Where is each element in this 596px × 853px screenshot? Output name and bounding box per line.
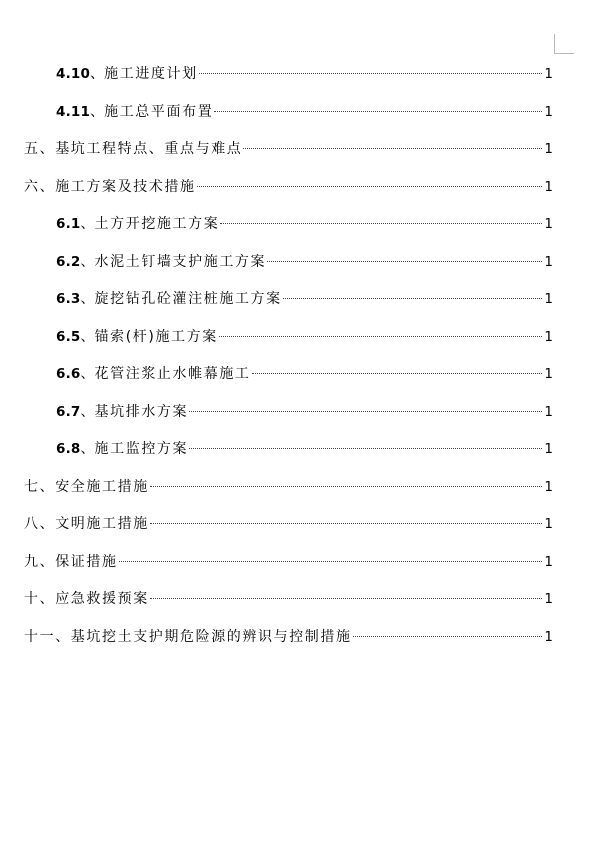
- toc-dot-leader: [150, 486, 543, 487]
- toc-dot-leader: [353, 636, 543, 637]
- toc-entry-title: 施工总平面布置: [104, 103, 214, 120]
- toc-entry-title: 八、文明施工措施: [24, 516, 149, 532]
- toc-entry-number: 6.8: [56, 441, 81, 457]
- toc-entry-separator: 、: [80, 253, 95, 270]
- toc-page-number: 1: [544, 328, 553, 345]
- toc-entry[interactable]: [56, 439, 553, 459]
- toc-dot-leader: [267, 261, 542, 262]
- toc-page-number: 1: [544, 553, 553, 570]
- toc-entry[interactable]: [56, 289, 553, 309]
- toc-entry[interactable]: [24, 139, 553, 159]
- toc-entry[interactable]: [24, 514, 553, 534]
- toc-page-number: 1: [544, 66, 553, 82]
- toc-dot-leader: [189, 411, 542, 412]
- toc-dot-leader: [150, 598, 543, 599]
- toc-dot-leader: [199, 73, 543, 74]
- toc-entry-title: 五、基坑工程特点、重点与难点: [24, 141, 243, 157]
- toc-entry-title: 十、应急救援预案: [24, 591, 149, 607]
- toc-entry-number: 6.1: [56, 216, 81, 232]
- toc-entry[interactable]: [24, 552, 553, 572]
- toc-page-number: 1: [544, 178, 553, 195]
- toc-entry[interactable]: [56, 402, 553, 422]
- toc-entry-number: 6.2: [56, 253, 81, 270]
- toc-entry-title: 基坑排水方案: [94, 403, 189, 420]
- toc-entry[interactable]: [56, 102, 553, 122]
- toc-entry-title: 施工进度计划: [104, 66, 198, 82]
- toc-entry[interactable]: [24, 589, 553, 609]
- toc-entry-separator: 、: [80, 366, 95, 382]
- toc-dot-leader: [197, 186, 543, 187]
- toc-entry[interactable]: [56, 327, 553, 347]
- toc-entry-separator: 、: [80, 216, 95, 232]
- toc-page-number: 1: [544, 216, 553, 232]
- toc-dot-leader: [243, 148, 542, 149]
- toc-dot-leader: [214, 111, 542, 112]
- toc-page-number: 1: [544, 516, 553, 532]
- toc-entry-title: 七、安全施工措施: [24, 478, 149, 495]
- toc-page-number: 1: [544, 291, 553, 307]
- toc-entry[interactable]: [24, 627, 553, 647]
- toc-dot-leader: [252, 373, 543, 374]
- toc-entry[interactable]: [24, 477, 553, 497]
- toc-entry-separator: 、: [80, 441, 95, 457]
- toc-page-number: 1: [544, 628, 553, 645]
- toc-entry[interactable]: [56, 252, 553, 272]
- toc-page-number: 1: [544, 478, 553, 495]
- toc-entry-number: 6.5: [56, 328, 81, 345]
- toc-entry[interactable]: [56, 364, 553, 384]
- toc-entry-separator: 、: [80, 291, 95, 307]
- page-corner-mark: [554, 34, 574, 54]
- toc-entry-title: 旋挖钻孔砼灌注桩施工方案: [94, 291, 282, 307]
- toc-entry-separator: 、: [90, 66, 105, 82]
- toc-entry-number: 4.11: [56, 103, 91, 120]
- toc-entry-title: 九、保证措施: [24, 553, 118, 570]
- toc-entry-separator: 、: [80, 403, 95, 420]
- toc-dot-leader: [219, 336, 543, 337]
- toc-entry-separator: 、: [90, 103, 105, 120]
- toc-entry[interactable]: [56, 64, 553, 84]
- toc-entry-number: 6.7: [56, 403, 81, 420]
- toc-entry-title: 施工监控方案: [94, 441, 189, 457]
- toc-page-number: 1: [544, 141, 553, 157]
- toc-entry-number: 6.6: [56, 366, 81, 382]
- toc-entry-title: 土方开挖施工方案: [94, 216, 220, 232]
- toc-page-number: 1: [544, 253, 553, 270]
- toc-entry-title: 锚索(杆)施工方案: [94, 328, 218, 345]
- toc-entry[interactable]: [24, 177, 553, 197]
- toc-entry-title: 水泥土钉墙支护施工方案: [94, 253, 267, 270]
- toc-page-number: 1: [544, 591, 553, 607]
- toc-page-number: 1: [544, 366, 553, 382]
- toc-entry-number: 4.10: [56, 66, 91, 82]
- toc-dot-leader: [220, 223, 542, 224]
- toc-entry-title: 花管注浆止水帷幕施工: [94, 366, 251, 382]
- toc-page-number: 1: [544, 103, 553, 120]
- toc-entry-title: 十一、基坑挖土支护期危险源的辨识与控制措施: [24, 628, 352, 645]
- toc-entry-separator: 、: [80, 328, 95, 345]
- toc-entry[interactable]: [56, 214, 553, 234]
- toc-dot-leader: [283, 298, 543, 299]
- toc-page-number: 1: [544, 403, 553, 420]
- toc-dot-leader: [189, 448, 542, 449]
- toc-dot-leader: [119, 561, 543, 562]
- toc-entry-title: 六、施工方案及技术措施: [24, 178, 196, 195]
- toc-dot-leader: [150, 523, 543, 524]
- toc-page-number: 1: [544, 441, 553, 457]
- toc-entry-number: 6.3: [56, 291, 81, 307]
